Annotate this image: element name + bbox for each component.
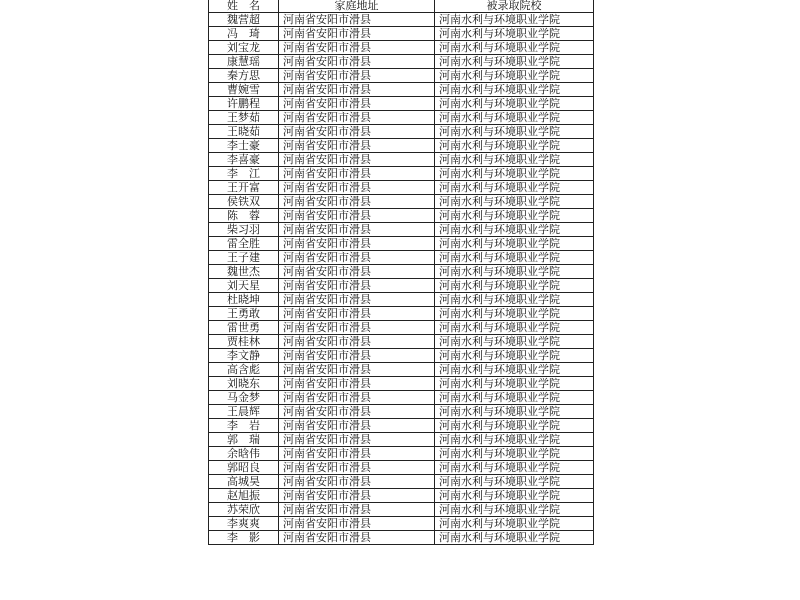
- table-row: [209, 237, 594, 251]
- table-row: [209, 391, 594, 405]
- table-row: [209, 139, 594, 153]
- home-address-cell: 河南省安阳市滑县: [279, 265, 435, 279]
- home-address-cell: 河南省安阳市滑县: [279, 391, 435, 405]
- table-row: [209, 83, 594, 97]
- home-address-cell: 河南省安阳市滑县: [279, 139, 435, 153]
- student-name-cell: 王晨辉: [209, 405, 279, 419]
- student-name-cell: 李士豪: [209, 139, 279, 153]
- admitted-school-cell: 河南水利与环境职业学院: [435, 321, 594, 335]
- table-row: [209, 13, 594, 27]
- table-row: [209, 125, 594, 139]
- admitted-school-cell: 河南水利与环境职业学院: [435, 307, 594, 321]
- student-name-cell: 曹婉雪: [209, 83, 279, 97]
- student-name-cell: 王子建: [209, 251, 279, 265]
- student-name-cell: 刘天星: [209, 279, 279, 293]
- home-address-cell: 河南省安阳市滑县: [279, 377, 435, 391]
- student-name-cell: 魏世杰: [209, 265, 279, 279]
- table-row: [209, 433, 594, 447]
- admitted-school-cell: 河南水利与环境职业学院: [435, 279, 594, 293]
- home-address-cell: 河南省安阳市滑县: [279, 125, 435, 139]
- home-address-cell: 河南省安阳市滑县: [279, 335, 435, 349]
- home-address-cell: 河南省安阳市滑县: [279, 531, 435, 545]
- table-row: [209, 251, 594, 265]
- home-address-cell: 河南省安阳市滑县: [279, 489, 435, 503]
- home-address-cell: 河南省安阳市滑县: [279, 13, 435, 27]
- home-address-cell: 河南省安阳市滑县: [279, 447, 435, 461]
- table-row: [209, 69, 594, 83]
- admitted-school-cell: 河南水利与环境职业学院: [435, 167, 594, 181]
- home-address-cell: 河南省安阳市滑县: [279, 433, 435, 447]
- table-row: [209, 349, 594, 363]
- student-name-cell: 李 影: [209, 531, 279, 545]
- header-address: 家庭地址: [279, 0, 435, 13]
- home-address-cell: 河南省安阳市滑县: [279, 307, 435, 321]
- home-address-cell: 河南省安阳市滑县: [279, 111, 435, 125]
- home-address-cell: 河南省安阳市滑县: [279, 405, 435, 419]
- student-name-cell: 李 江: [209, 167, 279, 181]
- table-row: [209, 97, 594, 111]
- student-name-cell: 雷世勇: [209, 321, 279, 335]
- table-row: [209, 307, 594, 321]
- student-name-cell: 贾桂林: [209, 335, 279, 349]
- table-header: [209, 0, 594, 13]
- admitted-school-cell: 河南水利与环境职业学院: [435, 153, 594, 167]
- student-name-cell: 冯 琦: [209, 27, 279, 41]
- home-address-cell: 河南省安阳市滑县: [279, 83, 435, 97]
- table-row: [209, 419, 594, 433]
- table-row: [209, 223, 594, 237]
- home-address-cell: 河南省安阳市滑县: [279, 251, 435, 265]
- student-name-cell: 雷全胜: [209, 237, 279, 251]
- student-name-cell: 王晓茹: [209, 125, 279, 139]
- admitted-school-cell: 河南水利与环境职业学院: [435, 405, 594, 419]
- admitted-school-cell: 河南水利与环境职业学院: [435, 517, 594, 531]
- home-address-cell: 河南省安阳市滑县: [279, 475, 435, 489]
- header-row: [209, 0, 594, 13]
- table-row: [209, 195, 594, 209]
- admitted-school-cell: 河南水利与环境职业学院: [435, 111, 594, 125]
- home-address-cell: 河南省安阳市滑县: [279, 503, 435, 517]
- table-row: [209, 335, 594, 349]
- student-name-cell: 高含彪: [209, 363, 279, 377]
- home-address-cell: 河南省安阳市滑县: [279, 223, 435, 237]
- home-address-cell: 河南省安阳市滑县: [279, 419, 435, 433]
- student-name-cell: 李 岩: [209, 419, 279, 433]
- table-row: [209, 111, 594, 125]
- home-address-cell: 河南省安阳市滑县: [279, 167, 435, 181]
- student-name-cell: 王勇敢: [209, 307, 279, 321]
- student-name-cell: 郭 瑞: [209, 433, 279, 447]
- table-row: [209, 27, 594, 41]
- admitted-school-cell: 河南水利与环境职业学院: [435, 475, 594, 489]
- admitted-school-cell: 河南水利与环境职业学院: [435, 433, 594, 447]
- admitted-school-cell: 河南水利与环境职业学院: [435, 27, 594, 41]
- admitted-school-cell: 河南水利与环境职业学院: [435, 41, 594, 55]
- student-name-cell: 李喜豪: [209, 153, 279, 167]
- admitted-school-cell: 河南水利与环境职业学院: [435, 125, 594, 139]
- admitted-school-cell: 河南水利与环境职业学院: [435, 391, 594, 405]
- home-address-cell: 河南省安阳市滑县: [279, 461, 435, 475]
- table-row: [209, 517, 594, 531]
- header-school: 被录取院校: [435, 0, 594, 13]
- admitted-school-cell: 河南水利与环境职业学院: [435, 181, 594, 195]
- admitted-school-cell: 河南水利与环境职业学院: [435, 377, 594, 391]
- header-name: 姓 名: [209, 0, 279, 13]
- admitted-school-cell: 河南水利与环境职业学院: [435, 69, 594, 83]
- student-name-cell: 刘晓东: [209, 377, 279, 391]
- table-row: [209, 475, 594, 489]
- admitted-school-cell: 河南水利与环境职业学院: [435, 503, 594, 517]
- admitted-school-cell: 河南水利与环境职业学院: [435, 363, 594, 377]
- student-name-cell: 康慧瑶: [209, 55, 279, 69]
- admission-table: [208, 0, 594, 545]
- table-row: [209, 153, 594, 167]
- student-name-cell: 秦方思: [209, 69, 279, 83]
- student-name-cell: 杜晓坤: [209, 293, 279, 307]
- home-address-cell: 河南省安阳市滑县: [279, 27, 435, 41]
- home-address-cell: 河南省安阳市滑县: [279, 321, 435, 335]
- home-address-cell: 河南省安阳市滑县: [279, 293, 435, 307]
- table-row: [209, 489, 594, 503]
- admitted-school-cell: 河南水利与环境职业学院: [435, 55, 594, 69]
- home-address-cell: 河南省安阳市滑县: [279, 279, 435, 293]
- student-name-cell: 高城昊: [209, 475, 279, 489]
- table-row: [209, 41, 594, 55]
- student-name-cell: 许鹏程: [209, 97, 279, 111]
- student-name-cell: 李文静: [209, 349, 279, 363]
- admitted-school-cell: 河南水利与环境职业学院: [435, 139, 594, 153]
- table-body: [209, 13, 594, 545]
- admitted-school-cell: 河南水利与环境职业学院: [435, 97, 594, 111]
- table-row: [209, 167, 594, 181]
- table-row: [209, 181, 594, 195]
- home-address-cell: 河南省安阳市滑县: [279, 55, 435, 69]
- home-address-cell: 河南省安阳市滑县: [279, 97, 435, 111]
- home-address-cell: 河南省安阳市滑县: [279, 69, 435, 83]
- home-address-cell: 河南省安阳市滑县: [279, 41, 435, 55]
- admitted-school-cell: 河南水利与环境职业学院: [435, 447, 594, 461]
- student-name-cell: 郭昭良: [209, 461, 279, 475]
- table-row: [209, 265, 594, 279]
- student-name-cell: 马金梦: [209, 391, 279, 405]
- admitted-school-cell: 河南水利与环境职业学院: [435, 489, 594, 503]
- student-name-cell: 柴习羽: [209, 223, 279, 237]
- student-name-cell: 刘宝龙: [209, 41, 279, 55]
- admitted-school-cell: 河南水利与环境职业学院: [435, 83, 594, 97]
- home-address-cell: 河南省安阳市滑县: [279, 209, 435, 223]
- table-row: [209, 405, 594, 419]
- admitted-school-cell: 河南水利与环境职业学院: [435, 461, 594, 475]
- table-row: [209, 531, 594, 545]
- table-row: [209, 55, 594, 69]
- table-row: [209, 293, 594, 307]
- home-address-cell: 河南省安阳市滑县: [279, 195, 435, 209]
- admitted-school-cell: 河南水利与环境职业学院: [435, 293, 594, 307]
- student-name-cell: 赵旭振: [209, 489, 279, 503]
- home-address-cell: 河南省安阳市滑县: [279, 153, 435, 167]
- student-name-cell: 余晗伟: [209, 447, 279, 461]
- student-name-cell: 侯铁双: [209, 195, 279, 209]
- admitted-school-cell: 河南水利与环境职业学院: [435, 251, 594, 265]
- student-name-cell: 王梦茹: [209, 111, 279, 125]
- student-name-cell: 李爽爽: [209, 517, 279, 531]
- home-address-cell: 河南省安阳市滑县: [279, 517, 435, 531]
- student-name-cell: 苏荣欣: [209, 503, 279, 517]
- table-row: [209, 279, 594, 293]
- home-address-cell: 河南省安阳市滑县: [279, 363, 435, 377]
- table-row: [209, 209, 594, 223]
- admitted-school-cell: 河南水利与环境职业学院: [435, 209, 594, 223]
- admitted-school-cell: 河南水利与环境职业学院: [435, 531, 594, 545]
- admitted-school-cell: 河南水利与环境职业学院: [435, 223, 594, 237]
- student-name-cell: 王开富: [209, 181, 279, 195]
- table-row: [209, 363, 594, 377]
- table-row: [209, 503, 594, 517]
- table-row: [209, 447, 594, 461]
- student-name-cell: 魏营超: [209, 13, 279, 27]
- home-address-cell: 河南省安阳市滑县: [279, 237, 435, 251]
- admitted-school-cell: 河南水利与环境职业学院: [435, 13, 594, 27]
- table-row: [209, 461, 594, 475]
- admitted-school-cell: 河南水利与环境职业学院: [435, 349, 594, 363]
- home-address-cell: 河南省安阳市滑县: [279, 349, 435, 363]
- table-row: [209, 377, 594, 391]
- table-row: [209, 321, 594, 335]
- home-address-cell: 河南省安阳市滑县: [279, 181, 435, 195]
- admitted-school-cell: 河南水利与环境职业学院: [435, 335, 594, 349]
- student-name-cell: 陈 蓉: [209, 209, 279, 223]
- admitted-school-cell: 河南水利与环境职业学院: [435, 237, 594, 251]
- admitted-school-cell: 河南水利与环境职业学院: [435, 265, 594, 279]
- admitted-school-cell: 河南水利与环境职业学院: [435, 419, 594, 433]
- admitted-school-cell: 河南水利与环境职业学院: [435, 195, 594, 209]
